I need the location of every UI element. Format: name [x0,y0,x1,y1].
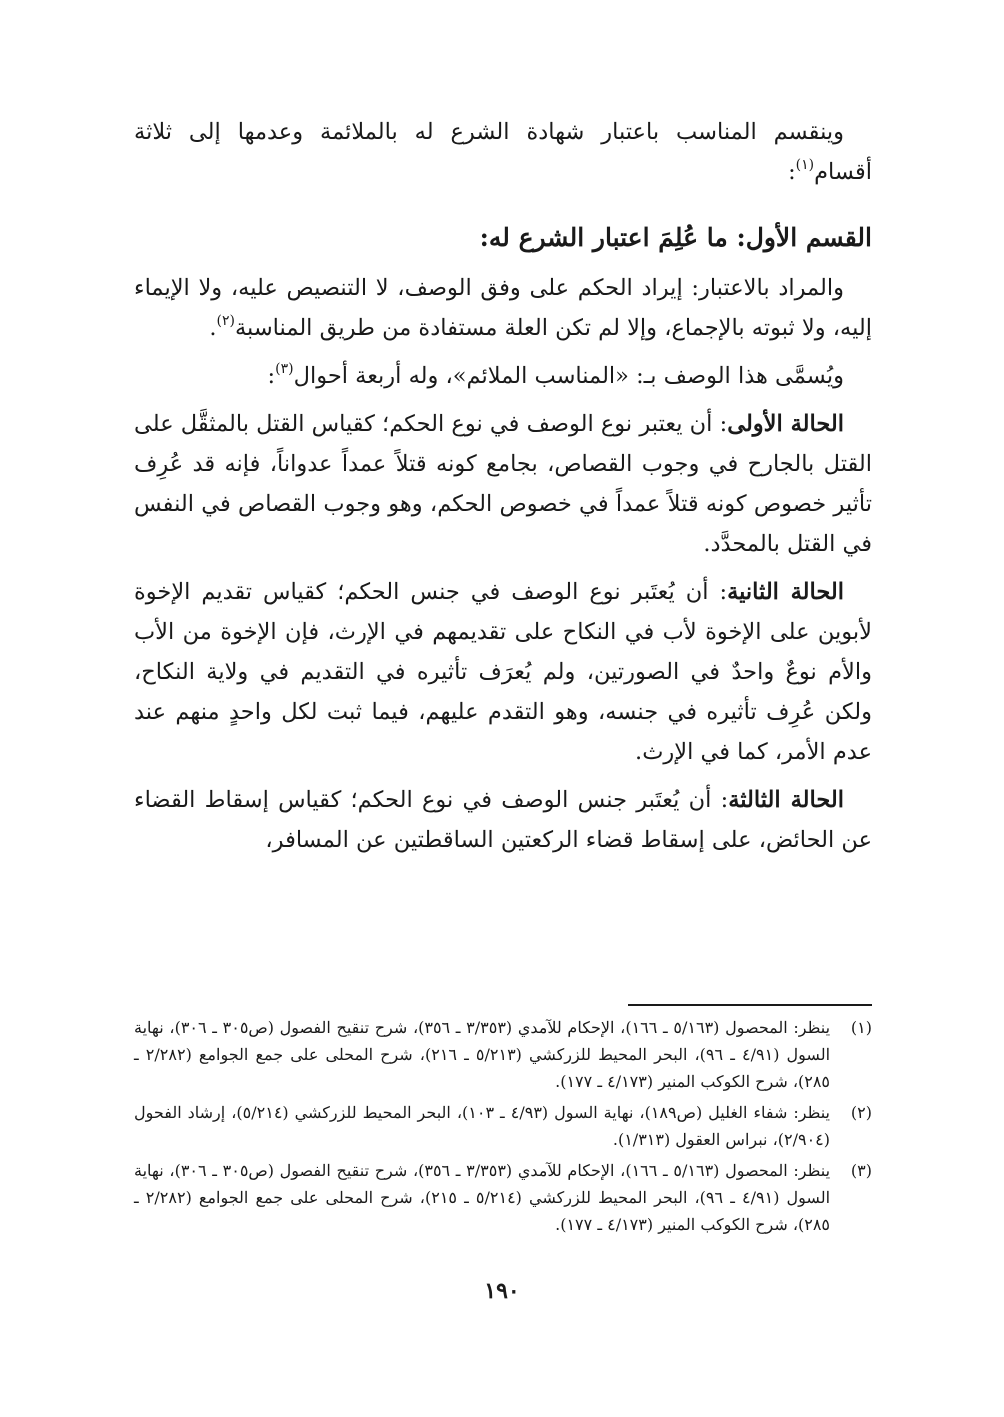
intro-tail: : [788,159,796,185]
definition-paragraph [134,268,872,348]
case-2-text: : أن يُعتَبر نوع الوصف في جنس الحكم؛ كقياس تقديم الإخوة لأبوين على الإخوة لأب في النكاح على تقديمهم في الإرث، فإن الإخوة من الأب والأم نوعٌ واحدٌ في الصورتين، ولم يُعرَف تأثيره في التقديم في ولاية النكاح، ولكن عُرِف تأثيره في جنسه، وهو التقدم عليهم، فيما ثبت لكل واحدٍ منهم عند عدم الأمر، كما في الإرث. [134,579,872,765]
footnote-number: (٣) [850,1161,872,1180]
naming-text: ويُسمَّى هذا الوصف بـ: «المناسب الملائم»، وله أربعة أحوال [293,363,844,389]
footnote [134,1157,872,1238]
case-3-text: : أن يُعتَبر جنس الوصف في نوع الحكم؛ كقياس إسقاط القضاء عن الحائض، على إسقاط قضاء الركعتين الساقطتين عن المسافر، [134,787,872,853]
case-1-title: الحالة الأولى [727,411,845,437]
intro-paragraph [134,112,872,192]
case-1-text: : أن يعتبر نوع الوصف في نوع الحكم؛ كقياس القتل بالمثقَّل على القتل بالجارح في وجوب القصاص، بجامع كونه قتلاً عمداً عدواناً، فإنه قد عُرِف تأثير خصوص كونه قتلاً عمداً في خصوص الحكم، وهو وجوب القصاص في النفس في القتل بالمحدَّد. [134,411,872,557]
intro-text: وينقسم المناسب باعتبار شهادة الشرع له بالملائمة وعدمها إلى ثلاثة أقسام [134,119,872,185]
footnote [134,1014,872,1095]
case-3-paragraph [134,780,872,860]
section-heading: القسم الأول: ما عُلِمَ اعتبار الشرع له: [479,223,872,252]
footnote-divider [628,1004,872,1006]
naming-tail: : [267,363,276,389]
case-3-title: الحالة الثالثة [728,787,844,813]
naming-paragraph [134,356,872,396]
footnote-ref-1[interactable]: (١) [795,157,815,173]
footnote-text: ينظر: المحصول (٥/١٦٣ ـ ١٦٦)، الإحكام للآمدي (٣/٣٥٣ ـ ٣٥٦)، شرح تنقيح الفصول (ص٣٠٥ ـ ٣٠٦)، نهاية السول (٤/٩١ ـ ٩٦)، البحر المحيط للزركشي (٥/٢١٣ ـ ٢١٦)، شرح المحلى على جمع الجوامع (٢/٢٨٢ ـ ٢٨٥)، شرح الكوكب المنير (٤/١٧٣ ـ ١٧٧). [134,1018,831,1091]
footnote-number: (١) [850,1018,872,1037]
case-2-paragraph [134,572,872,772]
footnote-ref-3[interactable]: (٣) [275,361,294,377]
footnote-text: ينظر: المحصول (٥/١٦٣ ـ ١٦٦)، الإحكام للآمدي (٣/٣٥٣ ـ ٣٥٦)، شرح تنقيح الفصول (ص٣٠٥ ـ ٣٠٦)، نهاية السول (٤/٩١ ـ ٩٦)، البحر المحيط للزركشي (٥/٢١٤ ـ ٢١٥)، شرح المحلى على جمع الجوامع (٢/٢٨٢ ـ ٢٨٥)، شرح الكوكب المنير (٤/١٧٣ ـ ١٧٧). [134,1161,831,1234]
footnote [134,1099,872,1153]
page-number: ١٩٠ [484,1278,520,1304]
footnote-text: ينظر: شفاء الغليل (ص١٨٩)، نهاية السول (٤/٩٣ ـ ١٠٣)، البحر المحيط للزركشي (٥/٢١٤)، إرشاد الفحول (٢/٩٠٤)، نبراس العقول (١/٣١٣). [134,1103,831,1149]
footnote-number: (٢) [850,1103,872,1122]
definition-tail: . [209,315,217,341]
definition-text: والمراد بالاعتبار: إيراد الحكم على وفق الوصف، لا التنصيص عليه، ولا الإيماء إليه، ولا ثبوته بالإجماع، وإلا لم تكن العلة مستفادة من طريق المناسبة [134,275,872,341]
case-2-title: الحالة الثانية [727,579,844,605]
main-text [134,112,872,868]
footnote-ref-2[interactable]: (٢) [216,313,235,329]
footnotes [134,1014,872,1242]
case-1-paragraph [134,404,872,564]
